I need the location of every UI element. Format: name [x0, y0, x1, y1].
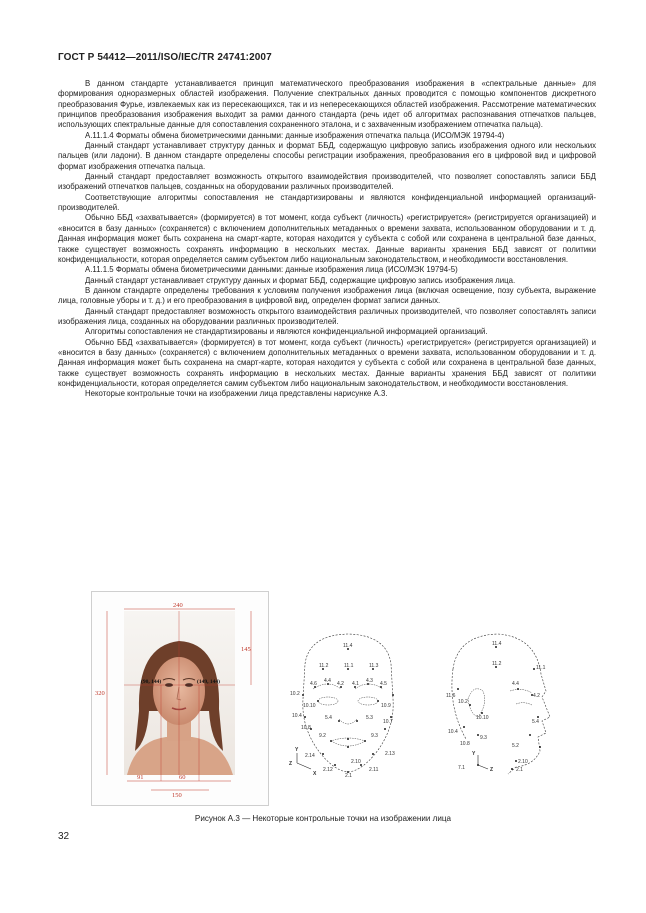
label-10-4: 10.4	[292, 713, 302, 719]
dim-bottom-a-label: 91	[137, 774, 144, 781]
section-heading: А.11.1.4 Форматы обмена биометрическими данными: данные изображения отпечатка пальца (ИСО/МЭК 19794-4)	[85, 130, 505, 140]
label-10-10: 10.10	[303, 703, 316, 709]
side-label-11-1: 11.1	[536, 665, 546, 671]
side-label-10-2: 10.2	[458, 699, 468, 705]
label-4-6: 4.6	[310, 681, 317, 687]
axis-y: Y	[295, 747, 299, 753]
side-face-diagram	[438, 629, 568, 779]
label-2-11: 2.11	[369, 767, 379, 773]
figure-caption: Рисунок А.3 — Некоторые контрольные точки на изображении лица	[194, 814, 452, 823]
paragraph: Данный стандарт предоставляет возможность открытого взаимодействия производителей, что позволяет сопоставлять записи ББД изображений отпечатков пальцев, созданных на оборудовании различных производителей.	[58, 172, 596, 192]
section-heading: А.11.1.5 Форматы обмена биометрическими данными: данные изображения лица (ИСО/МЭК 19794-5)	[85, 265, 458, 275]
side-label-4-2: 4.2	[533, 693, 540, 699]
dim-height-left-label: 320	[95, 690, 105, 697]
face-outline	[303, 634, 393, 772]
dim-bottom-b-label: 60	[179, 774, 186, 781]
side-label-2-1: 2.1	[516, 767, 523, 773]
body-text	[58, 79, 596, 400]
label-4-4: 4.4	[324, 678, 331, 684]
paragraph: В данном стандарте устанавливается принцип математического преобразования изображения в «спектральные данные» для формирования одноразмерных областей изображения. Получение спектральных данных проводится с помощью компонентов дискретного преобразования Фурье, извлекаемых как из пересекающихся, так и из непересекающихся областей изображения. Рассмотрение математических принципов преобразования изображения выходит за рамки данного стандарта (речь идет об алгоритмах распознавания отпечатков пальцев, использующих спектральные данные для сопоставления сохраненного эталона, и с захваченным изображением отпечатка пальца).	[58, 79, 596, 130]
side-label-10-4: 10.4	[448, 729, 458, 735]
label-4-5: 4.5	[380, 681, 387, 687]
label-10-9: 10.9	[381, 703, 391, 709]
side-axis-z: Z	[490, 767, 494, 773]
side-label-9-3: 9.3	[480, 735, 487, 741]
side-label-2-10: 2.10	[518, 759, 528, 765]
label-2-13: 2.13	[385, 751, 395, 757]
label-10-2: 10.2	[290, 691, 300, 697]
paragraph: Алгоритмы сопоставления не стандартизированы и являются конфиденциальной информацией организаций.	[85, 327, 488, 337]
front-face-diagram	[283, 629, 413, 779]
eye-left-outline	[318, 697, 338, 705]
label-4-2: 4.2	[337, 681, 344, 687]
side-label-10-10: 10.10	[476, 715, 489, 721]
axis-z: Z	[289, 761, 293, 767]
side-label-10-8: 10.8	[460, 741, 470, 747]
label-5-4: 5.4	[325, 715, 332, 721]
label-11-2: 11.2	[319, 663, 329, 669]
side-axis-arrows	[478, 755, 488, 769]
label-11-1: 11.1	[344, 663, 354, 669]
label-2-14: 2.14	[305, 753, 315, 759]
paragraph: Некоторые контрольные точки на изображении лица представлены нарисунке А.3.	[85, 389, 388, 399]
dim-width-label: 240	[173, 602, 183, 609]
dim-height-right-label: 145	[241, 646, 251, 653]
side-label-11-4: 11.4	[492, 641, 502, 647]
paragraph: Обычно ББД «захватывается» (формируется) в тот момент, когда субъект (личность) «регистрируется» (регистрируется организацией) и «вносится в базу данных» (сохраняется) с включением дополнительных метаданных о времени захвата, использованном оборудовании и т. д. Данная информация может быть сохранена на смарт-карте, которая находится у субъекта с собой или сохранена в центральной базе данных, также существует возможность сохранять информацию в нескольких местах. Данные варианты хранения ББД зависят от политики конфиденциальности, которая определяется самим субъектом либо национальным законодательством, и необходимости восстановления.	[58, 213, 596, 264]
face-photo-figure	[91, 591, 267, 804]
label-4-3: 4.3	[366, 678, 373, 684]
side-label-11-2: 11.2	[492, 661, 502, 667]
dim-bottom-c-label: 150	[172, 792, 182, 799]
paragraph: В данном стандарте определены требования к условиям получения изображения лица (включая освещение, позу субъекта, выражение лица, головные уборы и т. д.) и его преобразования в цифровой вид, определен формат записи данных.	[58, 285, 596, 306]
eye-left-coord: (90, 144)	[141, 679, 162, 685]
eye-right-outline	[358, 697, 378, 705]
label-2-10: 2.10	[351, 759, 361, 765]
label-2-12: 2.12	[323, 767, 333, 773]
side-label-5-2: 5.2	[512, 743, 519, 749]
side-label-4-4: 4.4	[512, 681, 519, 687]
label-4-1: 4.1	[352, 681, 359, 687]
label-11-3: 11.3	[369, 663, 379, 669]
page-number: 32	[58, 831, 70, 842]
paragraph: Данный стандарт устанавливает структуру данных и формат ББД, содержащие цифровую запись изображения лица.	[85, 275, 516, 285]
paragraph: Данный стандарт устанавливает структуру данных и формат ББД, содержащую цифровую запись изображения одного или нескольких пальцев (или ладони). В данном стандарте определены способы регистрации изображения, преобразования его в цифровой вид и цифровой формат изображения отпечатка пальца.	[58, 141, 596, 171]
label-11-4: 11.4	[343, 643, 353, 649]
nose-outline	[339, 719, 357, 724]
brows	[313, 684, 383, 689]
paragraph: Обычно ББД «захватывается» (формируется) в тот момент, когда субъект (личность) «регистрируется» (регистрируется организацией) и «вносится в базу данных» (сохраняется) с включением дополнительных метаданных о времени захвата, использованном оборудовании и т. д. Данная информация может быть сохранена на смарт-карте, которая находится у субъекта с собой или сохранена в центральной базе данных, также существует возможность сохранять информацию в нескольких местах. Данные варианты хранения ББД зависят от политики конфиденциальности, которая определяется самим субъектом либо национальным законодательством, и необходимости восстановления.	[58, 337, 596, 388]
label-9-2: 9.2	[319, 733, 326, 739]
side-label-5-4: 5.4	[532, 719, 539, 725]
label-10-8: 10.8	[301, 725, 311, 731]
document-header: ГОСТ Р 54412—2011/ISO/IEC/TR 24741:2007	[58, 52, 272, 63]
eye-profile-outline	[510, 689, 532, 705]
side-label-7-1: 7.1	[458, 765, 465, 771]
side-label-11-6: 11.6	[446, 693, 456, 699]
axis-x: X	[313, 771, 317, 777]
label-2-1: 2.1	[345, 773, 352, 779]
paragraph: Данный стандарт предоставляет возможность открытого взаимодействия различных производителей, что позволяет сопоставлять записи изображения лица, созданных на оборудовании различных производителей.	[58, 306, 596, 326]
label-5-3: 5.3	[366, 715, 373, 721]
eye-right-coord: (149, 144)	[197, 679, 220, 685]
label-9-3: 9.3	[371, 733, 378, 739]
label-10-7: 10.7	[383, 719, 393, 725]
paragraph: Соответствующие алгоритмы сопоставления не стандартизированы и являются конфиденциальной информацией организаций-производителей.	[58, 192, 596, 213]
side-axis-y: Y	[472, 751, 476, 757]
